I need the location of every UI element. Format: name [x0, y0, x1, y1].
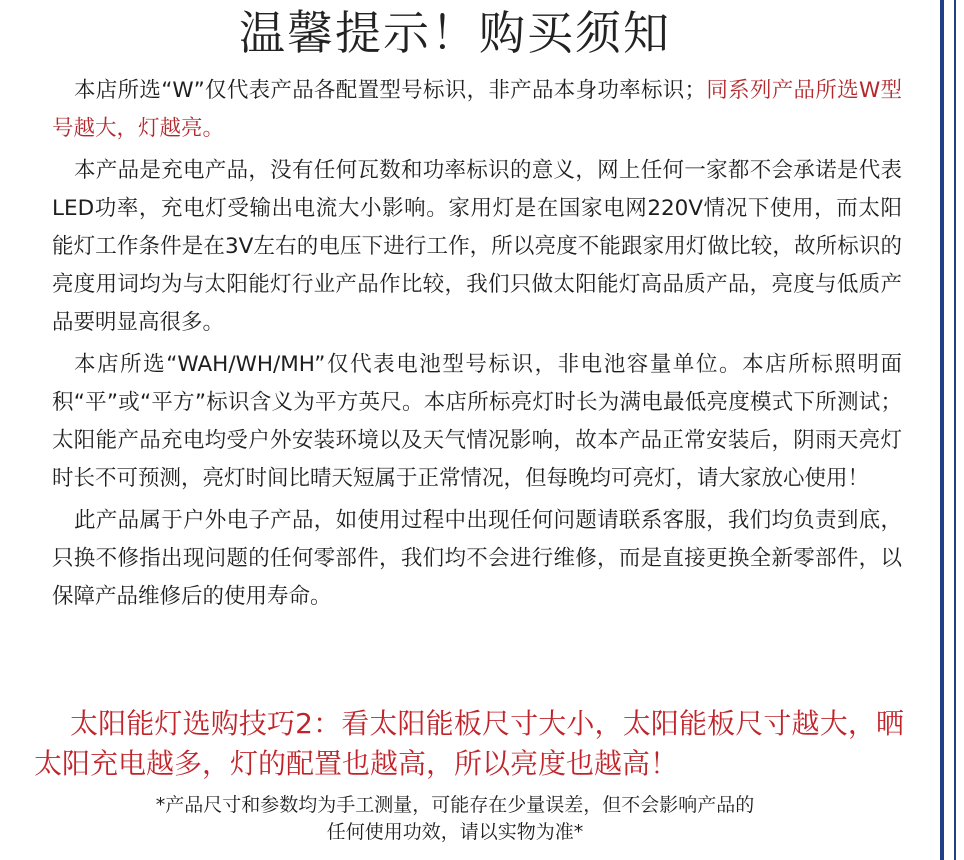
notice-paragraph-3: 本店所选“WAH/WH/MH”仅代表电池型号标识，非电池容量单位。本店所标照明面积“平”或“平方”标识含义为平方英尺。本店所标亮灯时长为满电最低亮度模式下所测试；太阳能产品充电均受户外安装环境以及天气情况影响，故本产品正常安装后，阴雨天亮灯时长不可预测，亮灯时间比晴天短属于正常情况，但每晚均可亮灯，请大家放心使用！ — [52, 352, 902, 491]
buying-tip: 太阳能灯选购技巧2：看太阳能板尺寸大小，太阳能板尺寸越大，晒太阳充电越多，灯的配置也越高，所以亮度也越高！ — [34, 707, 904, 780]
paragraph-1-highlight: 同系列产品所选W型号越大，灯越亮。 — [52, 78, 902, 141]
right-border-inner — [954, 0, 956, 860]
footnote-line-2: 任何使用功效，请以实物为准* — [326, 821, 584, 843]
notice-paragraph-1 — [52, 72, 902, 148]
paragraph-1-text: 本店所选“W”仅代表产品各配置型号标识，非产品本身功率标识； — [74, 78, 707, 103]
notice-body — [52, 72, 902, 620]
notice-paragraph-2: 本产品是充电产品，没有任何瓦数和功率标识的意义，网上任何一家都不会承诺是代表LED功率，充电灯受输出电流大小影响。家用灯是在国家电网220V情况下使用，而太阳能灯工作条件是在3V左右的电压下进行工作，所以亮度不能跟家用灯做比较，故所标识的亮度用词均为与太阳能灯行业产品作比较，我们只做太阳能灯高品质产品，亮度与低质产品要明显高很多。 — [52, 158, 902, 335]
footnote-line-1: *产品尺寸和参数均为手工测量，可能存在少量误差，但不会影响产品的 — [155, 794, 755, 816]
page-title: 温馨提示！购买须知 — [239, 6, 671, 60]
right-border-outer — [940, 0, 944, 860]
footnote — [0, 792, 910, 846]
notice-paragraph-4: 此产品属于户外电子产品，如使用过程中出现任何问题请联系客服，我们均负责到底，只换不修指出现问题的任何零部件，我们均不会进行维修，而是直接更换全新零部件，以保障产品维修后的使用寿命。 — [52, 508, 902, 609]
